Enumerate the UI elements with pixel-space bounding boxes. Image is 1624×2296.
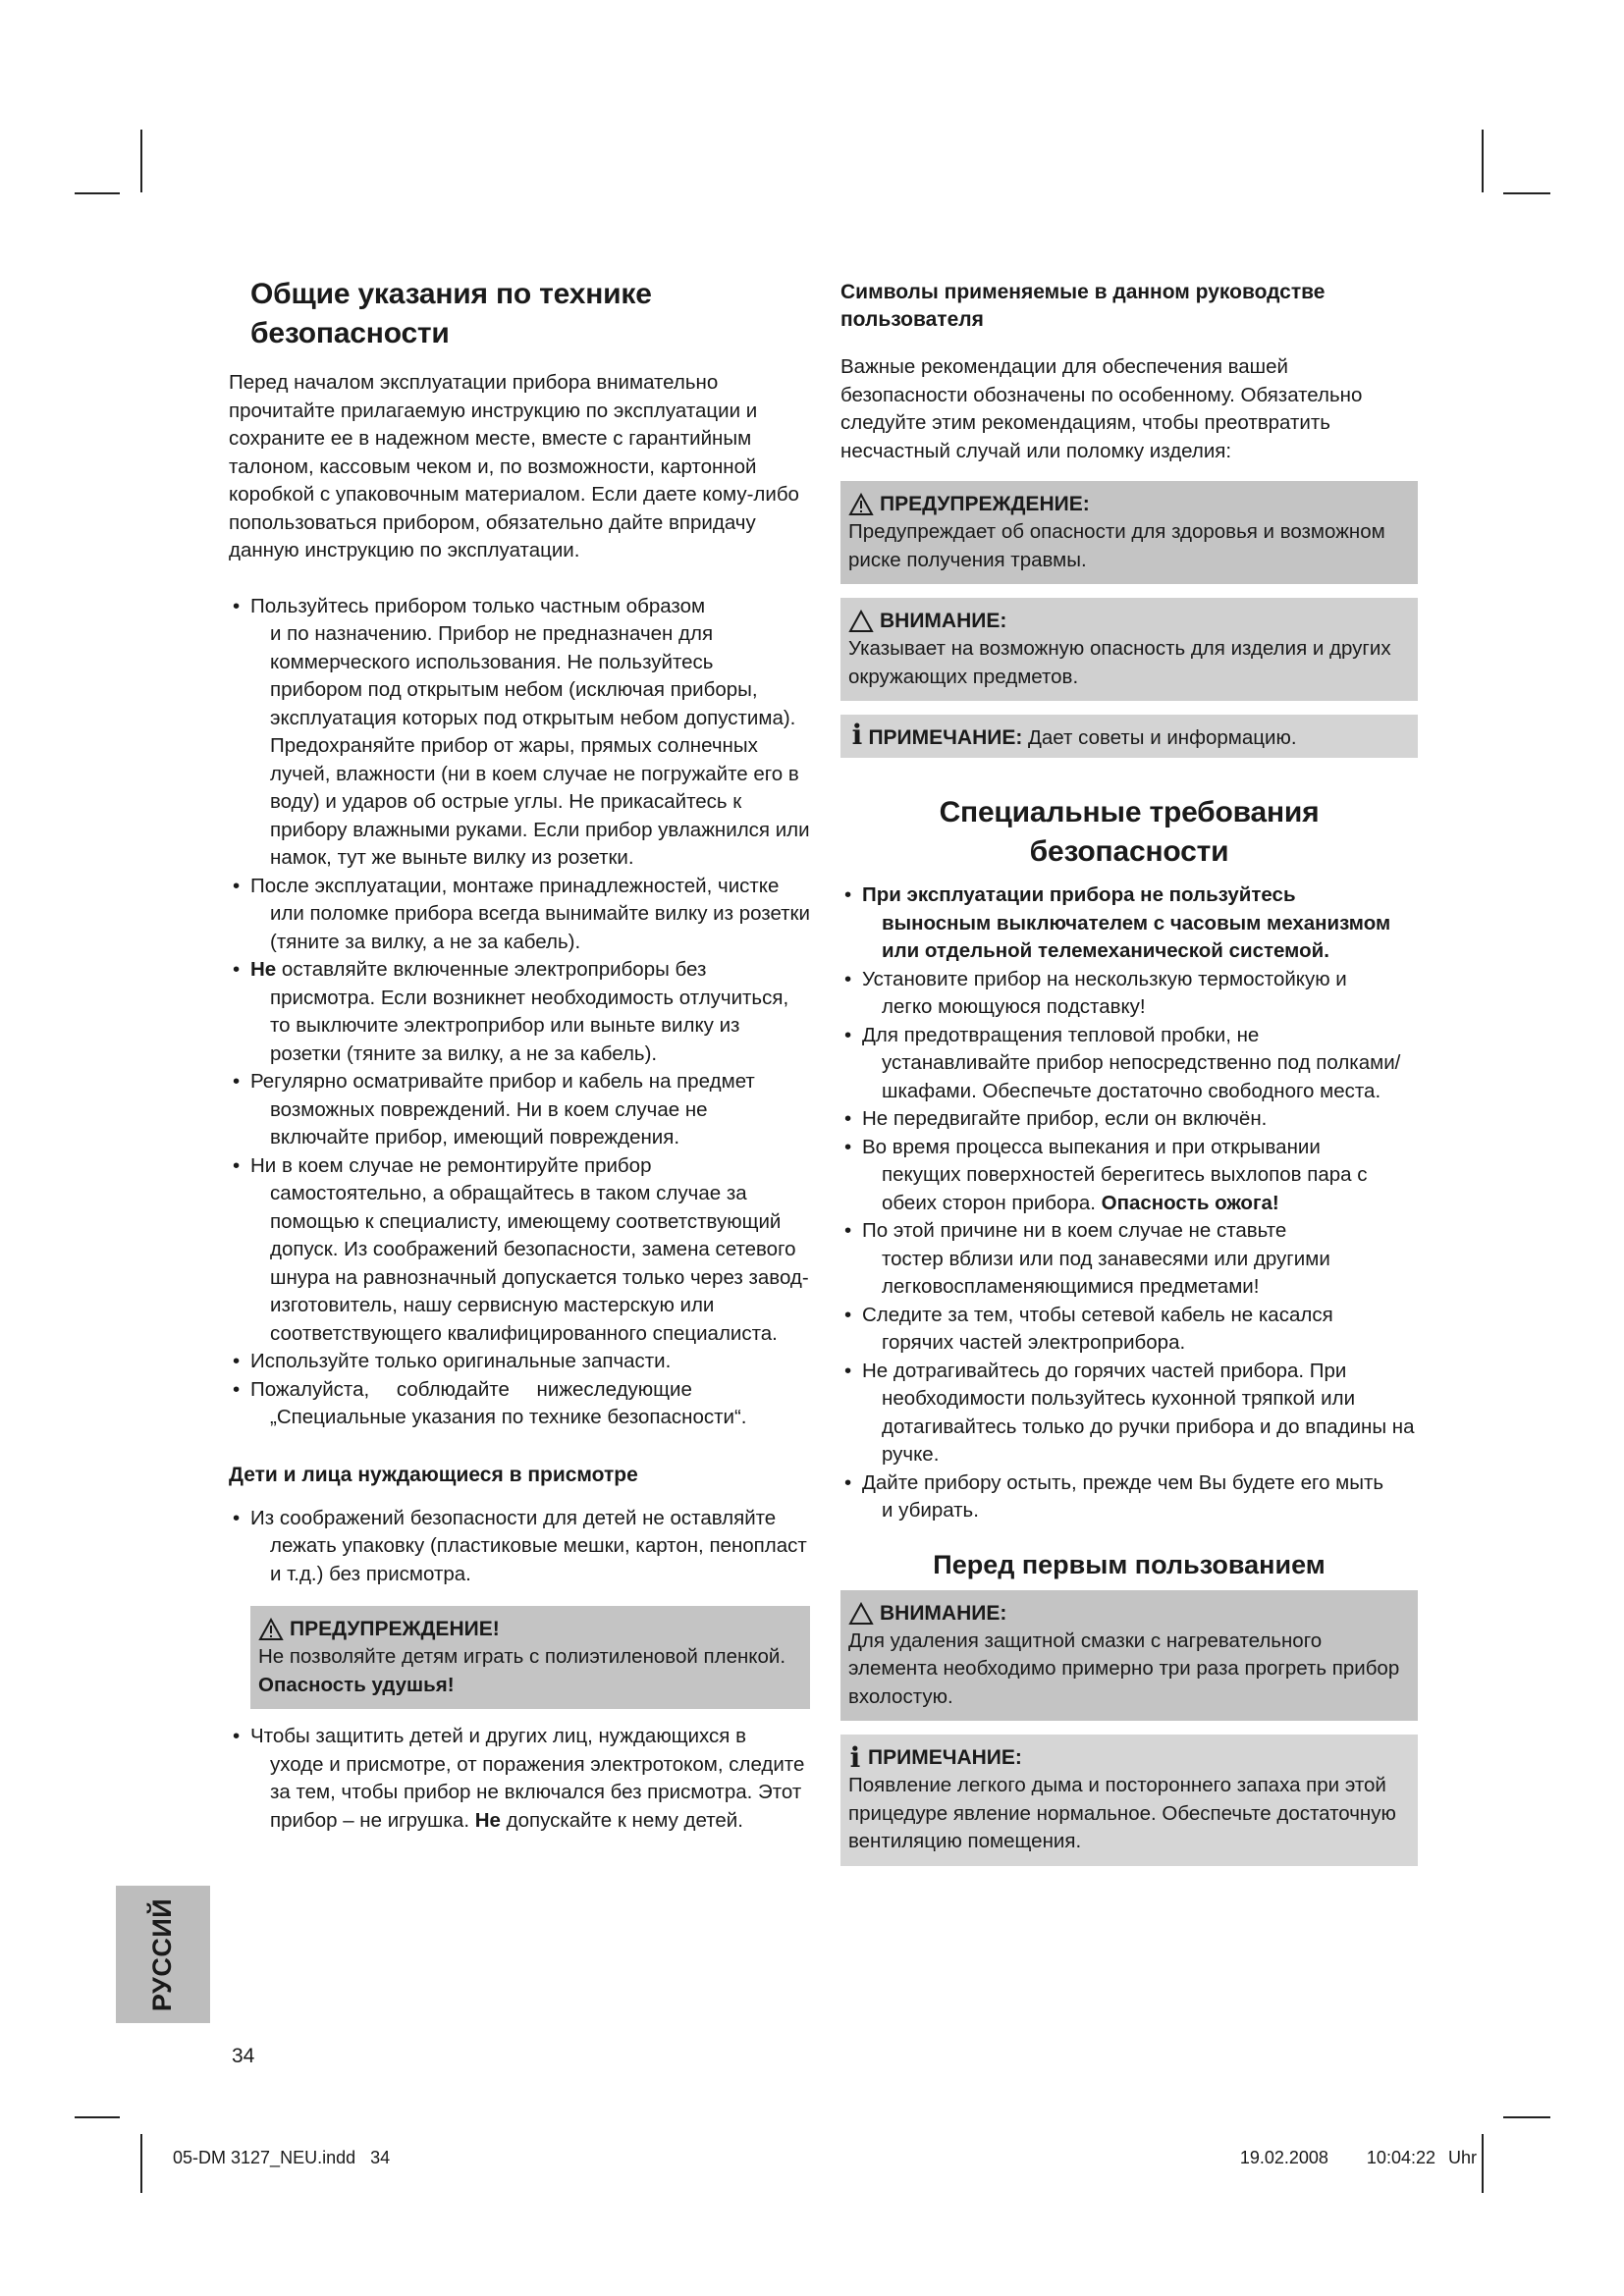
list-item: • Используйте только оригинальные запчасти. bbox=[229, 1348, 810, 1376]
crop-mark bbox=[140, 2134, 142, 2193]
first-use-note-box: i ПРИМЕЧАНИЕ: Появление легкого дыма и постороннего запаха при этой прицедуре явление нормальное. Обеспечьте достаточную вентиляцию помещения. bbox=[840, 1735, 1418, 1866]
first-use-title: Перед первым пользованием bbox=[933, 1549, 1326, 1579]
note-box: i ПРИМЕЧАНИЕ: Дает советы и информацию. bbox=[840, 715, 1418, 758]
crop-mark bbox=[140, 130, 142, 192]
crop-mark bbox=[75, 2116, 120, 2118]
list-item: • Для предотвращения тепловой пробки, не устанавливайте прибор непосредственно под полками/ шкафами. Обеспечьте достаточно свободного места. bbox=[840, 1022, 1418, 1106]
crop-mark bbox=[1482, 2134, 1484, 2193]
crop-mark bbox=[1503, 192, 1550, 194]
symbols-title: Символы применяемые в данном руководстве пользователя bbox=[840, 281, 1326, 331]
crop-mark bbox=[1503, 2116, 1550, 2118]
list-item: • Следите за тем, чтобы сетевой кабель не касался горячих частей электроприбора. bbox=[840, 1302, 1418, 1358]
warning-triangle-icon bbox=[258, 1618, 284, 1641]
caution-box: ВНИМАНИЕ: Указывает на возможную опасность для изделия и других окружающих предметов. bbox=[840, 598, 1418, 701]
list-item: • Чтобы защитить детей и других лиц, нуждающихся в уходе и присмотре, от поражения электротоком, следите за тем, чтобы прибор не включался без присмотра. Этот прибор – не игрушка. Не допускайте к нему детей. bbox=[229, 1723, 810, 1835]
special-safety-list bbox=[840, 881, 1418, 1525]
warning-box: ПРЕДУПРЕЖДЕНИЕ: Предупреждает об опасности для здоровья и возможном риске получения травмы. bbox=[840, 481, 1418, 584]
info-i-icon: i bbox=[851, 719, 863, 751]
general-safety-title: Общие указания по технике безопасности bbox=[250, 278, 652, 349]
list-item: • Дайте прибору остыть, прежде чем Вы будете его мыть и убирать. bbox=[840, 1469, 1418, 1525]
list-item: • Пожалуйста, соблюдайте нижеследующие „Специальные указания по технике безопасности“. bbox=[229, 1376, 810, 1432]
list-item: • Из соображений безопасности для детей не оставляйте лежать упаковку (пластиковые мешки, картон, пенопласт и т.д.) без присмотра. bbox=[229, 1505, 810, 1589]
list-item: • Установите прибор на нескользкую термостойкую и легко моющуюся подставку! bbox=[840, 966, 1418, 1022]
list-item: • При эксплуатации прибора не пользуйтесь выносным выключателем с часовым механизмом или отдельной телемеханической системой. bbox=[840, 881, 1418, 966]
list-item: • Не передвигайте прибор, если он включён. bbox=[840, 1105, 1418, 1134]
left-column bbox=[229, 275, 810, 1835]
warning-triangle-icon bbox=[848, 493, 874, 516]
children-title: Дети и лица нуждающиеся в присмотре bbox=[229, 1463, 638, 1486]
caution-triangle-icon bbox=[848, 1602, 874, 1626]
general-safety-list bbox=[229, 593, 810, 1432]
list-item: • После эксплуатации, монтаже принадлежностей, чистке или поломке прибора всегда вынимайте вилку из розетки (тяните за вилку, а не за кабель). bbox=[229, 873, 810, 957]
special-safety-title: Специальные требования безопасности bbox=[939, 796, 1320, 868]
list-item: • Пользуйтесь прибором только частным образом и по назначению. Прибор не предназначен для коммерческого использования. Не пользуйтесь прибором под открытым небом (исключая приборы, эксплуатация которых под открытым небом допустима). Предохраняйте прибор от жары, прямых солнечных лучей, влажности (ни в коем случае не погружайте его в воду) и ударов об острые углы. Не прикасайтесь к прибору влажными руками. Если прибор увлажнился или намок, тут же выньте вилку из розетки. bbox=[229, 593, 810, 873]
crop-mark bbox=[75, 192, 120, 194]
page-number: 34 bbox=[232, 2045, 255, 2067]
crop-mark bbox=[1482, 130, 1484, 192]
language-tab: РУССИЙ bbox=[116, 1886, 210, 2023]
children-list-2 bbox=[229, 1723, 810, 1835]
footer-file: 05-DM 3127_NEU.indd 34 bbox=[173, 2148, 391, 2167]
caution-triangle-icon bbox=[848, 610, 874, 633]
children-list bbox=[229, 1505, 810, 1589]
first-use-caution-box: ВНИМАНИЕ: Для удаления защитной смазки с нагревательного элемента необходимо примерно три раза прогреть прибор вхолостую. bbox=[840, 1590, 1418, 1722]
children-warning-box: ПРЕДУПРЕЖДЕНИЕ! Не позволяйте детям играть с полиэтиленовой пленкой. Опасность удушья! bbox=[250, 1606, 810, 1709]
right-column bbox=[840, 279, 1418, 1880]
footer-timestamp: 19.02.2008 10:04:22 Uhr bbox=[1239, 2148, 1477, 2167]
list-item: • Не оставляйте включенные электроприборы без присмотра. Если возникнет необходимость отлучиться, то выключите электроприбор или выньте вилку из розетки (тяните за вилку, а не за кабель). bbox=[229, 956, 810, 1068]
list-item: • Ни в коем случае не ремонтируйте прибор самостоятельно, а обращайтесь в таком случае за помощью к специалисту, имеющему соответствующий допуск. Из соображений безопасности, замена сетевого шнура на равнозначный допускается только через завод-изготовитель, нашу сервисную мастерскую или соответствующего квалифицированного специалиста. bbox=[229, 1152, 810, 1349]
info-i-icon: i bbox=[849, 1741, 861, 1774]
list-item: • Не дотрагивайтесь до горячих частей прибора. При необходимости пользуйтесь кухонной тряпкой или дотагивайтесь только до ручки прибора и до впадины на ручке. bbox=[840, 1358, 1418, 1469]
list-item: • Регулярно осматривайте прибор и кабель на предмет возможных повреждений. Ни в коем случае не включайте прибор, имеющий повреждения. bbox=[229, 1068, 810, 1152]
symbols-intro: Важные рекомендации для обеспечения вашей безопасности обозначены по особенному. Обязательно следуйте этим рекомендациям, чтобы преотвратить несчастный случай или поломку изделия: bbox=[840, 355, 1363, 462]
warning-title: ПРЕДУПРЕЖДЕНИЕ! bbox=[290, 1618, 500, 1640]
list-item: • Во время процесса выпекания и при открывании пекущих поверхностей берегитесь выхлопов пара с обеих сторон прибора. Опасность ожога! bbox=[840, 1134, 1418, 1218]
list-item: • По этой причине ни в коем случае не ставьте тостер вблизи или под занавесями или другими легковоспламеняющимися предметами! bbox=[840, 1217, 1418, 1302]
general-safety-intro: Перед началом эксплуатации прибора внимательно прочитайте прилагаемую инструкцию по эксплуатации и сохраните ее в надежном месте, вместе с гарантийным талоном, кассовым чеком и, по возможности, картонной коробкой с упаковочным материалом. Если даете кому-либо попользоваться прибором, обязательно дайте впридачу данную инструкцию по эксплуатации. bbox=[229, 371, 799, 561]
